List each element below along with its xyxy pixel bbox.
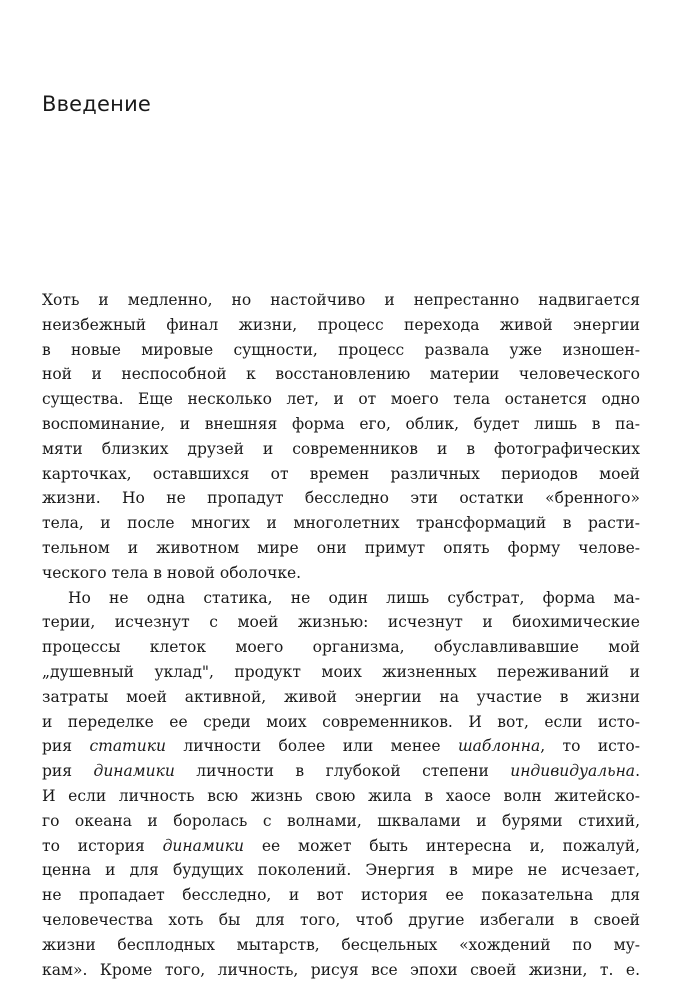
text-segment: ценна и для будущих поколений. Энергия в мире не исчезает, [42,861,640,880]
text-segment: тельном и животном мире они примут опять форму челове- [42,538,640,557]
text-line [42,486,640,511]
text-line [42,462,640,487]
text-segment: воспоминание, и внешняя форма его, облик, будет лишь в па- [42,414,640,433]
text-line [42,536,640,561]
text-line [42,710,640,735]
text-line [42,362,640,387]
text-segment: ной и неспособной к восстановлению материи человеческого [42,365,640,384]
paragraph [42,586,640,983]
text-segment: Хоть и медленно, но настойчиво и непрестанно надвигается [42,291,640,309]
italic-text: динамики [93,762,175,781]
body-text [42,288,640,982]
text-line [42,586,640,611]
text-line [42,412,640,437]
text-line [42,511,640,536]
text-line [42,387,640,412]
text-segment: и переделке ее среди моих современников. И вот, если исто- [42,712,640,731]
italic-text: статики [89,737,166,756]
text-line [42,908,640,933]
chapter-title: Введение [42,92,152,116]
text-line [42,933,640,958]
text-segment: существа. Еще несколько лет, и от моего тела останется одно [42,390,640,409]
text-segment: личности в глубокой степени [174,762,511,781]
text-line [42,338,640,363]
text-segment: рия [42,762,94,781]
text-line [42,883,640,908]
text-segment: мяти близких друзей и современников и в фотографических [42,439,640,458]
text-line [42,288,640,313]
text-segment: кам». Кроме того, личность, рисуя все эпохи своей жизни, т. е. [42,960,640,979]
text-segment: ческого тела в новой оболочке. [42,563,302,582]
text-segment: затраты моей активной, живой энергии на участие в жизни [42,687,640,706]
text-segment: Но не одна статика, не один лишь субстрат, форма ма- [68,588,640,607]
italic-text: динамики [162,836,244,855]
text-line [42,809,640,834]
text-segment: то история [42,836,163,855]
text-line [42,958,640,983]
text-line [42,437,640,462]
text-segment: рия [42,737,90,756]
text-segment: жизни бесплодных мытарств, бесцельных «хождений по му- [42,935,640,954]
text-line [42,635,640,660]
text-line [42,610,640,635]
text-segment: го океана и боролась с волнами, шквалами и бурями стихий, [42,811,640,830]
text-segment: личности более или менее [165,737,458,756]
text-line [42,834,640,859]
text-segment: . [635,762,640,781]
text-segment: карточках, оставшихся от времен различных периодов моей [42,464,640,483]
italic-text: шаблонна [457,737,541,756]
text-segment: неизбежный финал жизни, процесс перехода живой энергии [42,315,640,334]
text-segment: , то исто- [540,737,640,756]
text-segment: тела, и после многих и многолетних трансформаций в расти- [42,514,640,533]
text-line [42,734,640,759]
text-segment: терии, исчезнут с моей жизнью: исчезнут и биохимические [42,613,640,632]
italic-text: индивидуальна [510,762,636,781]
text-segment: И если личность всю жизнь свою жила в хаосе волн житейско- [42,786,640,805]
text-line [42,660,640,685]
text-line [42,313,640,338]
text-segment: человечества хоть бы для того, чтоб другие избегали в своей [42,910,640,929]
text-line [42,685,640,710]
text-segment: в новые мировые сущности, процесс развала уже изношен- [42,340,640,359]
text-segment: процессы клеток моего организма, обуславливавшие мой [42,638,640,657]
text-line [42,858,640,883]
text-line [42,784,640,809]
text-segment: „душевный уклад", продукт моих жизненных переживаний и [42,662,640,681]
paragraph [42,288,640,586]
text-segment: не пропадает бесследно, и вот история ее показательна для [42,886,640,905]
text-line [42,561,640,586]
text-line [42,759,640,784]
text-segment: ее может быть интересна и, пожалуй, [243,836,640,855]
text-segment: жизни. Но не пропадут бесследно эти остатки «бренного» [42,489,640,508]
